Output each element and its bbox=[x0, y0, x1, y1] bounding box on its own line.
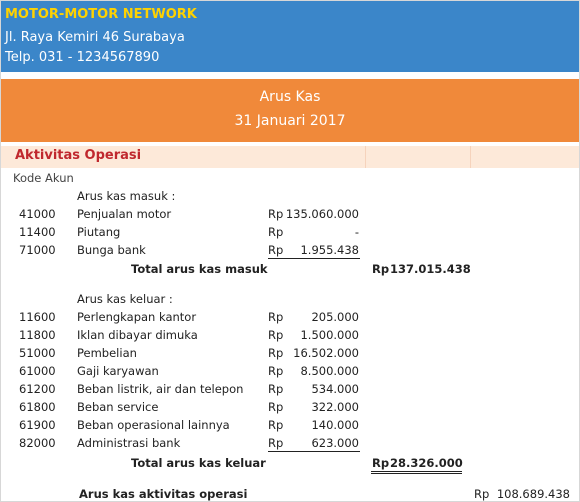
account-code: 61000 bbox=[19, 364, 56, 378]
account-name: Perlengkapan kantor bbox=[77, 310, 197, 324]
company-phone: Telp. 031 - 1234567890 bbox=[5, 50, 160, 65]
account-code: 51000 bbox=[19, 346, 56, 360]
account-code: 11400 bbox=[19, 225, 56, 239]
outflows-total-amount: 28.326.000 bbox=[390, 456, 463, 470]
section-band bbox=[0, 146, 580, 168]
outflows-heading: Arus kas keluar : bbox=[77, 292, 173, 306]
inflows-total-amount: 137.015.438 bbox=[390, 262, 471, 276]
amount-value: 140.000 bbox=[311, 418, 359, 432]
net-label: Arus kas aktivitas operasi bbox=[79, 487, 248, 501]
account-name: Pembelian bbox=[77, 346, 137, 360]
amount-value: 322.000 bbox=[311, 400, 359, 414]
currency-label: Rp bbox=[268, 418, 284, 432]
net-amount: 108.689.438 bbox=[496, 487, 570, 501]
column-separator bbox=[365, 146, 366, 168]
account-name: Gaji karyawan bbox=[77, 364, 159, 378]
amount-value: 623.000 bbox=[311, 436, 359, 450]
inflows-total-label: Total arus kas masuk bbox=[131, 262, 268, 276]
company-name: MOTOR-MOTOR NETWORK bbox=[5, 7, 197, 22]
report-date: 31 Januari 2017 bbox=[234, 113, 346, 129]
account-name: Iklan dibayar dimuka bbox=[77, 328, 198, 342]
currency-label: Rp bbox=[268, 207, 284, 221]
inflows-heading: Arus kas masuk : bbox=[77, 189, 176, 203]
currency-label: Rp bbox=[268, 310, 284, 324]
company-address: Jl. Raya Kemiri 46 Surabaya bbox=[5, 30, 185, 45]
account-code: 61200 bbox=[19, 382, 56, 396]
account-code: 71000 bbox=[19, 243, 56, 257]
kode-akun-label: Kode Akun bbox=[13, 171, 74, 185]
currency-label: Rp bbox=[268, 364, 284, 378]
amount-value: 1.500.000 bbox=[300, 328, 359, 342]
currency-label: Rp bbox=[268, 382, 284, 396]
account-code: 82000 bbox=[19, 436, 56, 450]
outflows-total-label: Total arus kas keluar bbox=[131, 456, 266, 470]
amount-value: 534.000 bbox=[311, 382, 359, 396]
account-name: Administrasi bank bbox=[77, 436, 181, 450]
account-name: Penjualan motor bbox=[77, 207, 172, 221]
net-currency: Rp bbox=[474, 487, 490, 501]
account-name: Piutang bbox=[77, 225, 121, 239]
account-code: 61900 bbox=[19, 418, 56, 432]
company-header bbox=[0, 0, 580, 72]
amount-value: 135.060.000 bbox=[285, 207, 359, 221]
subtotal-underline bbox=[268, 436, 360, 452]
amount-value: 1.955.438 bbox=[300, 243, 359, 257]
account-code: 41000 bbox=[19, 207, 56, 221]
account-name: Bunga bank bbox=[77, 243, 146, 257]
currency-label: Rp bbox=[268, 225, 284, 239]
section-title: Aktivitas Operasi bbox=[15, 148, 142, 163]
currency-label: Rp bbox=[268, 400, 284, 414]
currency-label: Rp bbox=[268, 346, 284, 360]
amount-value: 8.500.000 bbox=[300, 364, 359, 378]
subtotal-underline bbox=[268, 243, 360, 259]
amount-value: 16.502.000 bbox=[293, 346, 359, 360]
currency-label: Rp bbox=[268, 328, 284, 342]
amount-value: 205.000 bbox=[311, 310, 359, 324]
column-separator bbox=[470, 146, 471, 168]
account-code: 11600 bbox=[19, 310, 56, 324]
account-name: Beban operasional lainnya bbox=[77, 418, 230, 432]
inflows-total-currency: Rp bbox=[372, 262, 390, 276]
account-name: Beban listrik, air dan telepon bbox=[77, 382, 244, 396]
report-title: Arus Kas bbox=[259, 89, 321, 105]
currency-label: Rp bbox=[268, 243, 284, 257]
amount-value: - bbox=[354, 225, 359, 239]
account-name: Beban service bbox=[77, 400, 159, 414]
report-title-band bbox=[0, 79, 580, 142]
outflows-total-currency: Rp bbox=[372, 456, 390, 470]
currency-label: Rp bbox=[268, 436, 284, 450]
account-code: 11800 bbox=[19, 328, 56, 342]
account-code: 61800 bbox=[19, 400, 56, 414]
